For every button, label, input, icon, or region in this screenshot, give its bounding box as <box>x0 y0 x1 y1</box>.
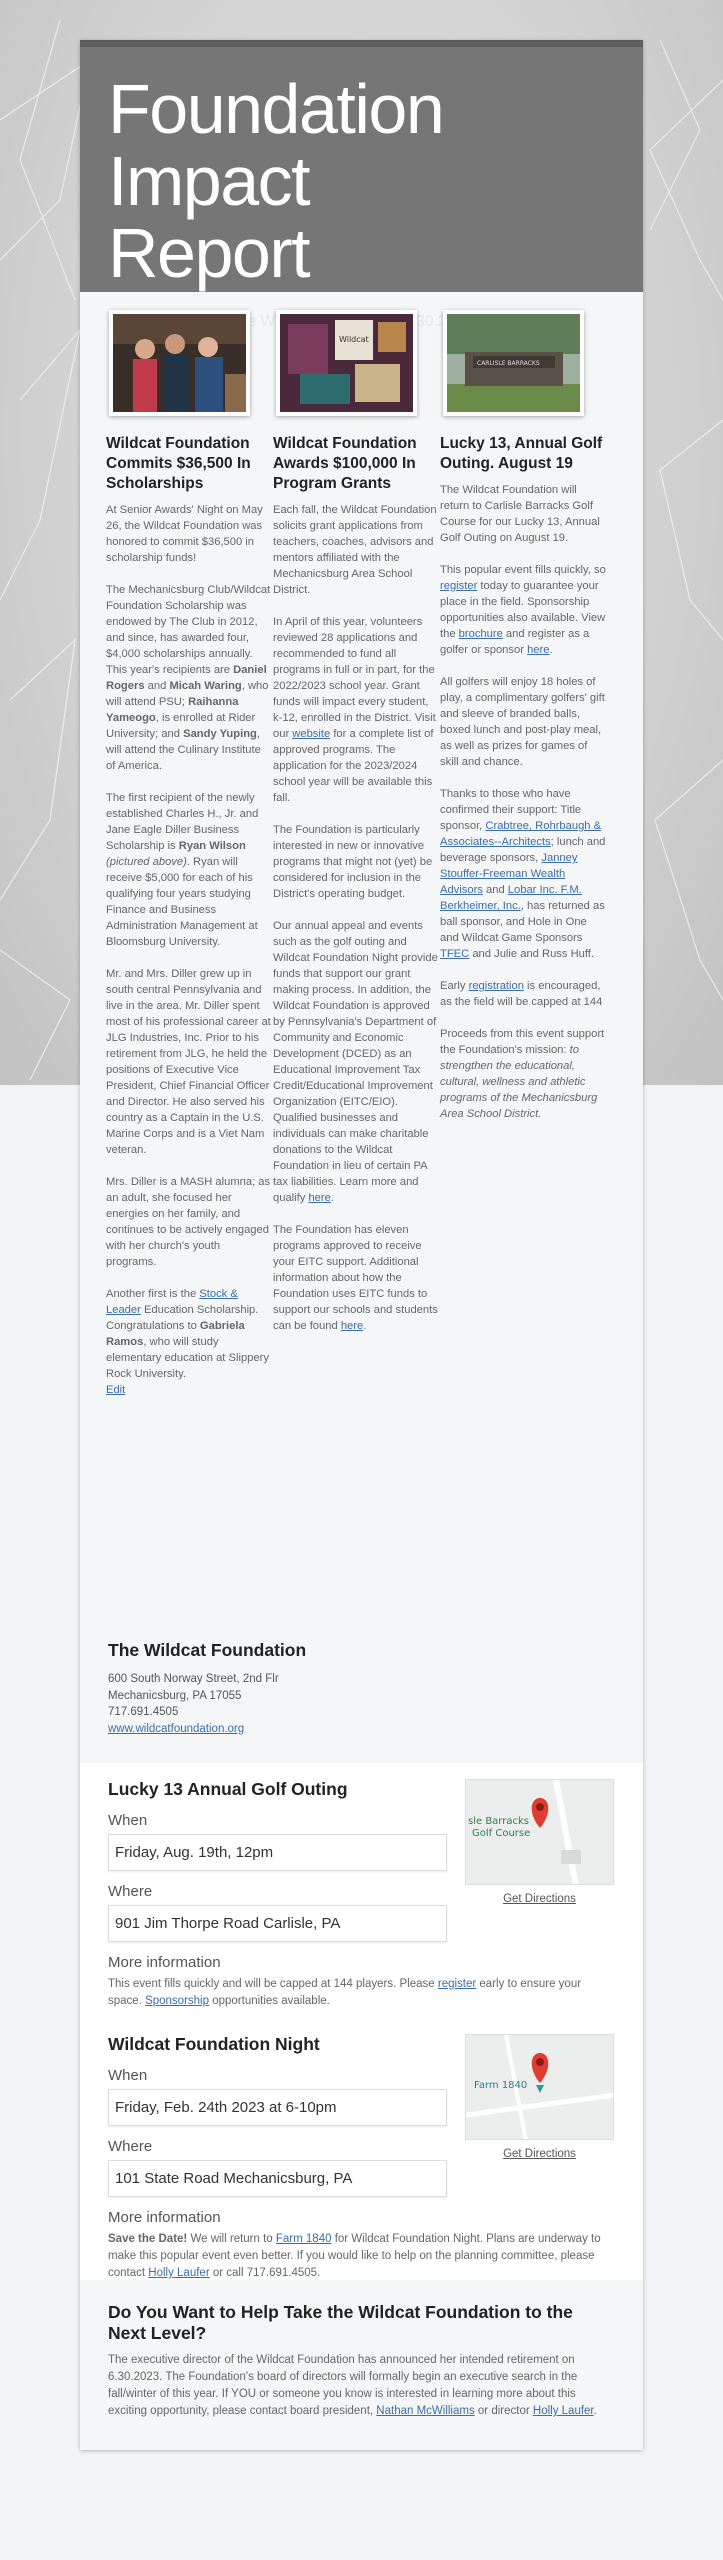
article-columns <box>80 292 643 1618</box>
page-title: Foundation Impact Report <box>108 70 444 292</box>
where-label: Where <box>108 1883 153 1900</box>
nathan-mcwilliams-link[interactable]: Nathan McWilliams <box>376 2405 475 2417</box>
paragraph: At Senior Awards' Night on May 26, the Wildcat Foundation was honored to commit $36,500 in scholarship funds! <box>106 504 263 564</box>
get-directions-link[interactable]: Get Directions <box>503 2148 576 2160</box>
event-description: Save the Date! We will return to Farm 1840 for Wildcat Foundation Night. Plans are underway to make this popular event even better. If you would like to help on the planning committee, please contact Holly Laufer or call 717.691.4505. <box>108 2233 601 2279</box>
when-label: When <box>108 1812 148 1829</box>
article-golf-outing <box>440 310 607 1618</box>
event-location-field: 901 Jim Thorpe Road Carlisle, PA <box>108 1905 447 1942</box>
article-grants <box>273 310 440 1618</box>
paragraph: Mr. and Mrs. Diller grew up in south central Pennsylvania and live in the area. Mr. Diller spent most of his professional career at JLG Industries, Inc. Prior to his retirement from JLG, he held the positions of Executive Vice President, Chief Financial Officer and Director. He also served his country as a Captain in the U.S. Marine Corps and is a Viet Nam veteran. <box>106 968 271 1156</box>
paragraph: The Mechanicsburg Club/Wildcat Foundation Scholarship was endowed by The Club in 2012, and since, has awarded four, $4,000 scholarships annually. This year's recipients are Daniel Rogers and Micah Waring, who will attend PSU; Raihanna Yameogo, is enrolled at Rider University; and Sandy Yuping, will attend the Culinary Institute of America. <box>106 584 271 772</box>
map-thumbnail[interactable] <box>465 1779 614 1885</box>
paragraph: Proceeds from this event support the Foundation's mission: to strengthen the educational, cultural, wellness and athletic programs of the Mechanicsburg Area School District. <box>440 1028 605 1120</box>
map-thumbnail[interactable] <box>465 2034 614 2140</box>
newsletter-card <box>80 40 643 2450</box>
article-scholarships <box>106 310 273 1618</box>
svg-text:CARLISLE BARRACKS: CARLISLE BARRACKS <box>477 360 540 367</box>
photo-grant-materials <box>276 310 417 416</box>
article-title: Wildcat Foundation Commits $36,500 In Scholarships <box>106 435 251 492</box>
sponsorship-link[interactable]: Sponsorship <box>145 1995 210 2007</box>
photo-golf-course-sign <box>443 310 584 416</box>
stock-leader-link[interactable]: Stock & Leader <box>106 1288 238 1316</box>
where-label: Where <box>108 2138 153 2155</box>
registration-link[interactable]: registration <box>468 980 524 992</box>
article-title: Wildcat Foundation Awards $100,000 In Program Grants <box>273 435 417 492</box>
more-info-label: More information <box>108 1954 221 1971</box>
svg-text:sle Barracks: sle Barracks <box>468 1816 529 1827</box>
paragraph: The first recipient of the newly established Charles H., Jr. and Jane Eagle Diller Business Scholarship is Ryan Wilson (pictured above). Ryan will receive $5,000 for each of his qualifying four years studying Finance and Business Administration Management at Bloomsburg University. <box>106 792 259 948</box>
organization-footer <box>80 1618 643 1763</box>
lobar-link[interactable]: Lobar Inc. F.M. Berkheimer, Inc. <box>440 884 582 912</box>
event-foundation-night <box>80 2018 643 2279</box>
holly-laufer-link[interactable]: Holly Laufer <box>148 2267 210 2279</box>
eitc-here-link[interactable]: here <box>340 1320 364 1332</box>
paragraph: Early registration is encouraged, as the field will be capped at 144 <box>440 980 603 1008</box>
phone-number: 717.691.4505 <box>108 1706 179 1718</box>
photo-scholarship-recipient <box>109 310 250 416</box>
paragraph: The Foundation is particularly interested in new or innovative programs that might not (yet) be considered for inclusion in the District's operating budget. <box>273 824 433 900</box>
address-line: 600 South Norway Street, 2nd Flr <box>108 1673 279 1685</box>
paragraph: Each fall, the Wildcat Foundation solicits grant applications from teachers, coaches, advisors and mentors affiliated with the Mechanicsburg Area School District. <box>273 504 437 596</box>
more-info-label: More information <box>108 2209 221 2226</box>
paragraph: Thanks to those who have confirmed their support: Title sponsor, Crabtree, Rohrbaugh & Associates--Architects; lunch and beverage sponsors, Janney Stouffer-Freeman Wealth Advisors and Lobar Inc. F.M. Berkheimer, Inc., has returned as ball sponsor, and Hole in One and Wildcat Game Sponsors TFEC and Julie and Russ Huff. <box>440 788 606 960</box>
article-title: Lucky 13, Annual Golf Outing. August 19 <box>440 435 603 472</box>
tfec-link[interactable]: TFEC <box>440 948 470 960</box>
event-golf-outing <box>80 1763 643 2018</box>
farm-1840-link[interactable]: Farm 1840 <box>275 2233 332 2245</box>
event-title: Lucky 13 Annual Golf Outing <box>108 1779 348 1799</box>
paragraph: In April of this year, volunteers reviewed 28 applications and recommended to fund all programs in full or in part, for the 2022/2023 school year. Grant funds will impact every student, k-12, enrolled in the District. Visit our website for a complete list of approved programs. The application for the 2023/2024 school year will be available this fall. <box>273 616 436 804</box>
website-url-link[interactable]: www.wildcatfoundation.org <box>108 1722 245 1735</box>
event-title: Wildcat Foundation Night <box>108 2034 320 2054</box>
event-date-field: Friday, Aug. 19th, 12pm <box>108 1834 447 1871</box>
janney-link[interactable]: Janney Stouffer-Freeman Wealth Advisors <box>440 852 578 896</box>
organization-name: The Wildcat Foundation <box>108 1640 307 1660</box>
qualify-here-link[interactable]: here <box>308 1192 331 1204</box>
header-banner <box>80 40 643 292</box>
crabtree-link[interactable]: Crabtree, Rohrbaugh & Associates--Architects <box>440 820 602 848</box>
edit-link[interactable]: Edit <box>106 1384 126 1396</box>
paragraph: Mrs. Diller is a MASH alumna; as an adult, she focused her energies on her family, and continues to be actively engaged with her church's youth programs. <box>106 1176 271 1268</box>
register-link[interactable]: register <box>437 1978 477 1990</box>
paragraph: The Foundation has eleven programs approved to receive your EITC support. Additional information about how the Foundation uses EITC funds to support our schools and students can be found here. <box>273 1224 438 1332</box>
paragraph: This popular event fills quickly, so register today to guarantee your place in the field. Sponsorship opportunities also available. View the brochure and register as a golfer or sponsor here. <box>440 564 606 656</box>
section-title: Do You Want to Help Take the Wildcat Foundation to the Next Level? <box>108 2302 573 2343</box>
event-location-field: 101 State Road Mechanicsburg, PA <box>108 2160 447 2197</box>
holly-laufer-link[interactable]: Holly Laufer <box>532 2405 594 2417</box>
register-link[interactable]: register <box>440 580 478 592</box>
event-description: This event fills quickly and will be capped at 144 players. Please register early to ensure your space. Sponsorship opportunities available. <box>108 1978 582 2007</box>
paragraph: The executive director of the Wildcat Foundation has announced her intended retirement on 6.30.2023. The Foundation's board of directors will formally begin an executive search in the fall/winter of this year. If YOU or someone you know is interested in learning more about this exciting opportunity, please contact board president, Nathan McWilliams or director Holly Laufer. <box>108 2354 597 2417</box>
when-label: When <box>108 2067 148 2084</box>
paragraph: All golfers will enjoy 18 holes of play, a complimentary golfers' gift and sleeve of branded balls, boxed lunch and post-play meal, as well as prizes for games of skill and chance. <box>440 676 605 768</box>
svg-text:Wildcat: Wildcat <box>339 335 369 344</box>
svg-text:Farm 1840: Farm 1840 <box>474 2080 528 2091</box>
get-directions-link[interactable]: Get Directions <box>503 1893 576 1905</box>
website-link[interactable]: website <box>292 728 331 740</box>
paragraph: Our annual appeal and events such as the golf outing and Wildcat Foundation Night provide funds that support our grant making process. In addition, the Wildcat Foundation is approved by Pennsylvania's Department of Community and Economic Development (DCED) as an Educational Improvement Tax Credit/Educational Improvement Organization (EITC/EIO). Qualified businesses and individuals can make charitable donations to the Wildcat Foundation in lieu of certain PA tax liabilities. Learn more and qualify here. <box>273 920 438 1204</box>
address-line: Mechanicsburg, PA 17055 <box>108 1689 242 1702</box>
brochure-link[interactable]: brochure <box>458 628 503 640</box>
sponsor-here-link[interactable]: here <box>527 644 550 656</box>
paragraph: Another first is the Stock & Leader Education Scholarship. Congratulations to Gabriela Ramos, who will study elementary education at Slippery Rock University. Edit <box>106 1288 269 1396</box>
event-date-field: Friday, Feb. 24th 2023 at 6-10pm <box>108 2089 447 2126</box>
help-section <box>80 2280 643 2450</box>
paragraph: The Wildcat Foundation will return to Carlisle Barracks Golf Course for our Lucky 13, Annual Golf Outing on August 19. <box>440 484 600 544</box>
svg-text:Golf Course: Golf Course <box>472 1828 531 1839</box>
